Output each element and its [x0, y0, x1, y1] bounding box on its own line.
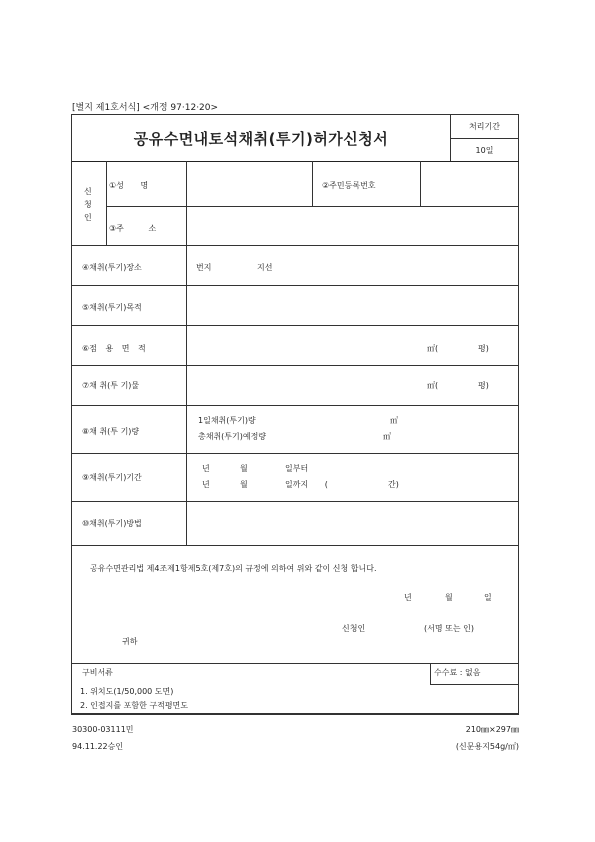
processing-period-value: 10일 — [475, 146, 494, 155]
statement-text: 공유수면관리법 제4조제1항제5호(제7호)의 규정에 의하여 위와 같이 신청 합니다. — [90, 564, 377, 573]
applicant-group-label: 신 청 인 — [84, 187, 92, 222]
required-documents-label: 구비서류 — [82, 668, 113, 677]
name-field[interactable] — [190, 180, 308, 194]
method-label: ⑩채취(투기)방법 — [82, 519, 142, 528]
place-branch-line[interactable]: 지선 — [257, 263, 273, 272]
area-unit-pyeong: 평) — [478, 344, 489, 353]
purpose-field[interactable] — [190, 291, 510, 319]
recipient-suffix: 귀하 — [122, 637, 138, 646]
method-field[interactable] — [190, 507, 510, 539]
daily-amount-unit: ㎥ — [390, 416, 398, 425]
place-label: ④채취(투기)장소 — [82, 263, 142, 272]
period-start-year[interactable]: 년 — [202, 464, 210, 473]
document-item: 2. 인접지를 포함한 구적평면도 — [80, 701, 188, 710]
period-end-year[interactable]: 년 — [202, 480, 210, 489]
material-unit-pyeong: 평) — [478, 381, 489, 390]
period-start-month[interactable]: 월 — [240, 464, 248, 473]
period-end-month[interactable]: 월 — [240, 480, 248, 489]
approval-date: 94.11.22승인 — [72, 742, 124, 751]
date-year[interactable]: 년 — [404, 593, 412, 602]
period-duration[interactable]: 간) — [388, 480, 399, 489]
rrn-label: ②주민등록번호 — [322, 181, 376, 190]
address-label: ③주 소 — [109, 224, 157, 233]
address-field[interactable] — [190, 221, 510, 237]
place-lot-number[interactable]: 번지 — [196, 263, 212, 272]
rrn-field[interactable] — [424, 180, 514, 194]
name-label: ①성 명 — [109, 181, 149, 190]
signature-field[interactable]: (서명 또는 인) — [424, 624, 474, 633]
form-number: 30300-03111민 — [72, 725, 134, 734]
period-start-day[interactable]: 일부터 — [285, 464, 309, 473]
date-month[interactable]: 월 — [445, 593, 453, 602]
application-form — [71, 114, 519, 714]
period-end-day[interactable]: 일까지 ( — [285, 480, 328, 489]
total-amount-label: 총채취(투기)예정량 — [198, 432, 267, 441]
paper-size: 210㎜×297㎜ — [465, 725, 519, 734]
purpose-label: ⑤채취(투기)목적 — [82, 303, 142, 312]
document-item: 1. 위치도(1/50,000 도면) — [80, 687, 174, 696]
daily-amount-label: 1일채취(투기)량 — [198, 416, 256, 425]
period-label: ⑨채취(투기)기간 — [82, 473, 142, 482]
form-header-note: [별지 제1호서식] <개정 97·12·20> — [72, 103, 219, 113]
applicant-signature-label: 신청인 — [342, 624, 366, 633]
form-title: 공유수면내토석채취(투기)허가신청서 — [133, 129, 389, 148]
fee-label: 수수료 : 없음 — [434, 668, 481, 677]
area-unit-m2: ㎡( — [427, 344, 439, 353]
date-day[interactable]: 일 — [484, 593, 492, 602]
processing-period-label: 처리기간 — [469, 122, 500, 131]
material-unit-m2: ㎡( — [427, 381, 439, 390]
material-label: ⑦채 취(투 기)물 — [82, 381, 140, 390]
amount-label: ⑧채 취(투 기)량 — [82, 427, 140, 436]
total-amount-unit: ㎥ — [383, 432, 391, 441]
area-label: ⑥점 용 면 적 — [82, 344, 146, 353]
paper-type: (신문용지54g/㎡) — [455, 742, 519, 751]
